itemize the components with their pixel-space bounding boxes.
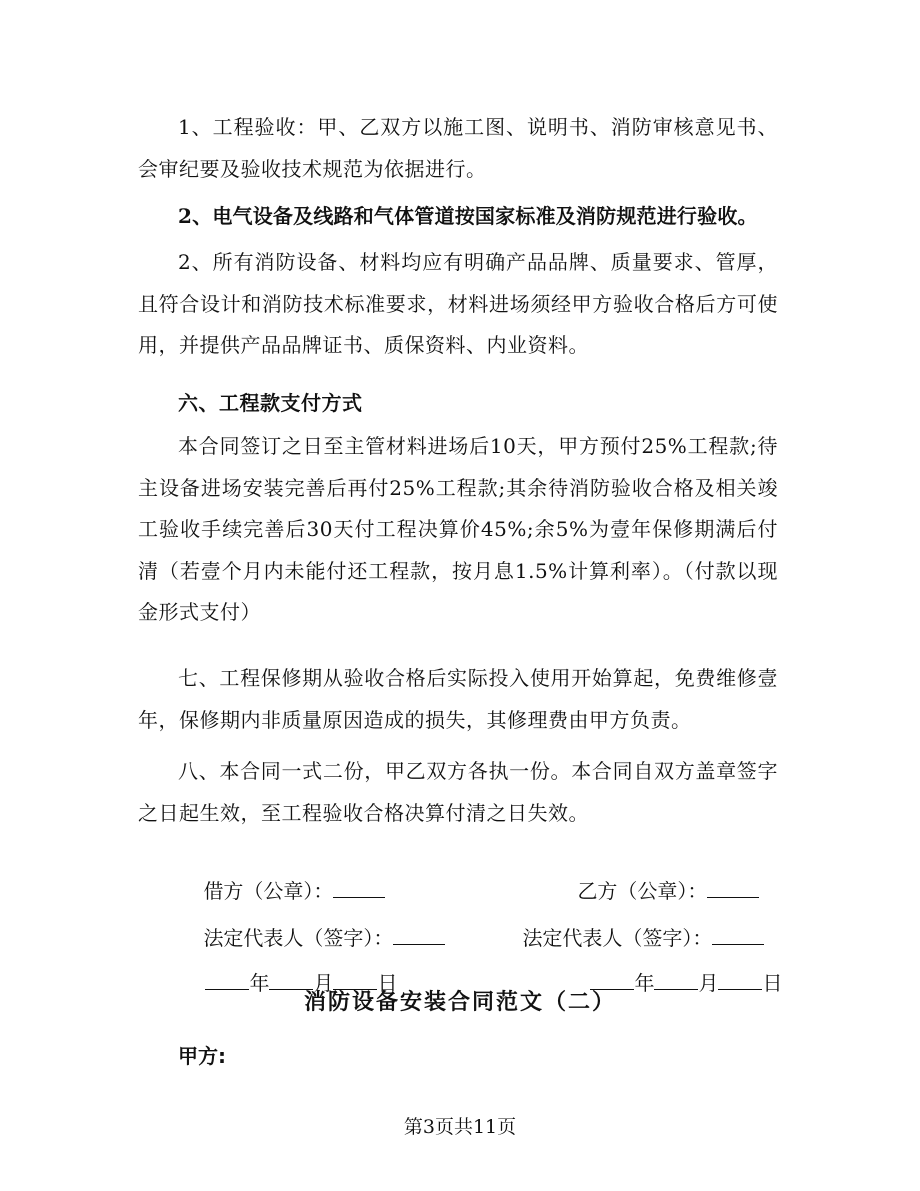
section-title: 消防设备安装合同范文（二） — [303, 990, 616, 1015]
page-number: 第3页共11页 — [403, 1116, 517, 1138]
section-heading-payment: 六、工程款支付方式 — [178, 391, 363, 415]
left-rep-blank — [393, 924, 445, 945]
clause-materials: 2、所有消防设备、材料均应有明确产品品牌、质量要求、管厚，且符合设计和消防技术标准要求，材料进场须经甲方验收合格后方可使用，并提供产品品牌证书、质保资料、内业资料。 — [138, 250, 778, 357]
clause-warranty: 七、工程保修期从验收合格后实际投入使用开始算起，免费维修壹年，保修期内非质量原因造成的损失，其修理费由甲方负责。 — [138, 666, 778, 732]
date-month: 月 — [698, 971, 719, 995]
date-day: 日 — [762, 971, 783, 995]
right-rep-label: 法定代表人（签字）： — [522, 926, 713, 950]
left-rep-label: 法定代表人（签字）： — [203, 926, 394, 950]
clause-electrical-acceptance: 2、电气设备及线路和气体管道按国家标准及消防规范进行验收。 — [178, 204, 758, 228]
right-party-label: 乙方（公章）： — [577, 879, 708, 903]
clause-payment: 本合同签订之日至主管材料进场后10天，甲方预付25%工程款;待主设备进场安装完善后再付25%工程款;其余待消防验收合格及相关竣工验收手续完善后30天付工程决算价45%;余5%为壹年保修期满后付清（若壹个月内未能付还工程款，按月息1.5%计算利率）。（付款以现金形式支付） — [138, 434, 778, 624]
date-year: 年 — [634, 971, 655, 995]
date-month: 月 — [313, 971, 334, 995]
clause-copies: 八、本合同一式二份，甲乙双方各执一份。本合同自双方盖章签字之日起生效，至工程验收合格决算付清之日失效。 — [138, 759, 778, 825]
left-party-label: 借方（公章）： — [203, 879, 334, 903]
date-day: 日 — [377, 971, 398, 995]
clause-acceptance: 1、工程验收：甲、乙双方以施工图、说明书、消防审核意见书、会审纪要及验收技术规范为依据进行。 — [138, 115, 778, 181]
party-a-label: 甲方: — [178, 1044, 226, 1068]
date-year: 年 — [249, 971, 270, 995]
